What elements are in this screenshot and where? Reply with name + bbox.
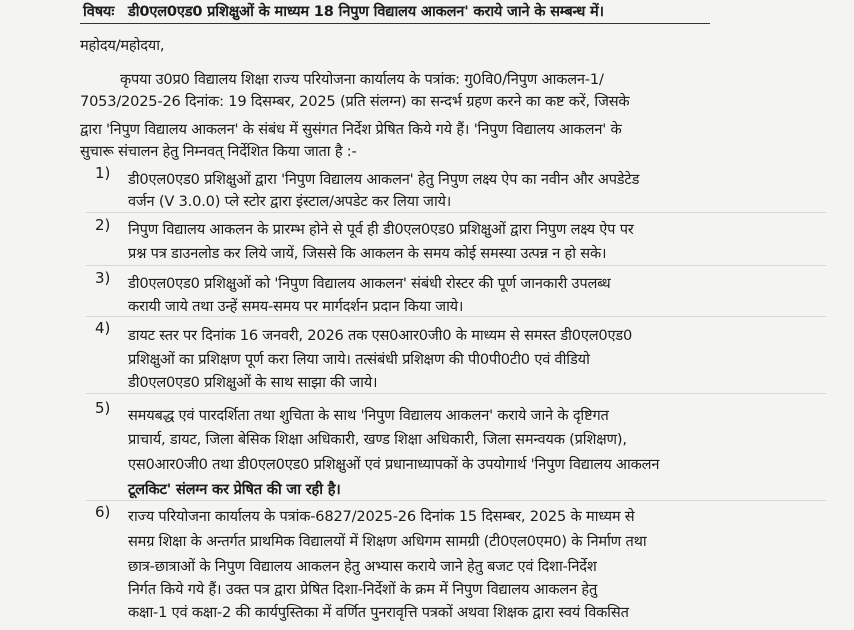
subject-text: डी0एल0एड0 प्रशिक्षुओं के माध्यम 18 निपुण विद्यालय आकलन' कराये जाने के सम्बन्ध में।: [128, 3, 604, 20]
intro-line-4: सुचारू संचालन हेतु निम्नवत् निर्देशित किया जाता है :-: [80, 143, 357, 160]
point-1-number: 1): [95, 164, 111, 182]
divider: [86, 212, 826, 213]
divider: [86, 500, 826, 501]
point-3-number: 3): [95, 269, 111, 287]
point-5-number: 5): [95, 399, 111, 417]
point-2-number: 2): [95, 216, 111, 234]
point-5-line-3: एस0आर0जी0 तथा डी0एल0एड0 प्रशिक्षुओं एवं प्रधानाध्यापकों के उपयोगार्थ 'निपुण विद्यालय आकलन: [128, 456, 660, 473]
point-4-line-3: डी0एल0एड0 प्रशिक्षुओं के साथ साझा की जाये।: [128, 374, 378, 391]
intro-line-1: कृपया उ0प्र0 विद्यालय शिक्षा राज्य परियोजना कार्यालय के पत्रांक: गु0वि0/निपुण आकलन-1/: [120, 71, 604, 88]
divider: [86, 393, 826, 394]
point-4-line-1: डायट स्तर पर दिनांक 16 जनवरी, 2026 तक एस0आर0जी0 के माध्यम से समस्त डी0एल0एड0: [128, 327, 633, 344]
point-2-line-2: प्रश्न पत्र डाउनलोड कर लिये जायें, जिससे कि आकलन के समय कोई समस्या उत्पन्न न हो सके।: [128, 245, 607, 262]
point-5-line-1: समयबद्ध एवं पारदर्शिता तथा शुचिता के साथ 'निपुण विद्यालय आकलन' कराये जाने के दृष्टिगत: [128, 407, 609, 424]
salutation: महोदय/महोदया,: [80, 37, 165, 54]
point-3-line-1: डी0एल0एड0 प्रशिक्षुओं को 'निपुण विद्यालय आकलन' संबंधी रोस्टर की पूर्ण जानकारी उपलब्ध: [128, 275, 611, 292]
point-5-line-2: प्राचार्य, डायट, जिला बेसिक शिक्षा अधिकारी, खण्ड शिक्षा अधिकारी, जिला समन्वयक (प्रशिक्षण),: [128, 431, 627, 448]
point-2-line-1: निपुण विद्यालय आकलन के प्रारम्भ होने से पूर्व ही डी0एल0एड0 प्रशिक्षुओं द्वारा निपुण लक्ष्य ऐप पर: [128, 221, 634, 238]
point-1-line-2: वर्जन (V 3.0.0) प्ले स्टोर द्वारा इंस्टाल/अपडेट कर लिया जाये।: [128, 193, 452, 210]
point-5-line-4: टूलकिट' संलग्न कर प्रेषित की जा रही है।: [128, 481, 341, 498]
intro-line-2: 7053/2025-26 दिनांक: 19 दिसम्बर, 2025 (प्रति संलग्न) का सन्दर्भ ग्रहण करने का कष्ट करें, जिसके: [80, 93, 630, 110]
point-6-line-4: निर्गत किये गये हैं। उक्त पत्र द्वारा प्रेषित दिशा-निर्देशों के क्रम में निपुण विद्यालय आकलन हेतु: [128, 581, 598, 598]
point-6-line-3: छात्र-छात्राओं के निपुण विद्यालय आकलन हेतु अभ्यास कराये जाने हेतु बजट एवं दिशा-निर्देश: [128, 558, 597, 575]
intro-line-3: द्वारा 'निपुण विद्यालय आकलन' के संबंध में सुसंगत निर्देश प्रेषित किये गये हैं। 'निपुण विद्यालय आकलन' के: [80, 121, 622, 138]
point-6-line-2: समग्र शिक्षा के अन्तर्गत प्राथमिक विद्यालयों में शिक्षण अधिगम सामग्री (टी0एल0एम0) के निर्माण तथा: [128, 533, 647, 550]
point-4-line-2: प्रशिक्षुओं का प्रशिक्षण पूर्ण करा लिया जाये। तत्संबंधी प्रशिक्षण की पी0पी0टी0 एवं वीडियो: [128, 351, 590, 368]
point-4-number: 4): [95, 319, 111, 337]
point-1-line-1: डी0एल0एड0 प्रशिक्षुओं द्वारा 'निपुण विद्यालय आकलन' हेतु निपुण लक्ष्य ऐप का नवीन और अपडेटेड: [128, 171, 640, 188]
point-6-line-1: राज्य परियोजना कार्यालय के पत्रांक-6827/2025-26 दिनांक 15 दिसम्बर, 2025 के माध्यम से: [128, 508, 635, 525]
point-6-line-5: कक्षा-1 एवं कक्षा-2 की कार्यपुस्तिका में वर्णित पुनरावृत्ति पत्रकों अथवा शिक्षक द्वारा स्वयं विकसित: [128, 604, 629, 621]
point-6-number: 6): [95, 503, 111, 521]
point-3-line-2: करायी जाये तथा उन्हें समय-समय पर मार्गदर्शन प्रदान किया जाये।: [128, 298, 464, 315]
divider: [86, 265, 826, 266]
divider: [86, 316, 826, 317]
subject-label: विषयः: [83, 3, 115, 20]
subject-underline: [80, 23, 710, 24]
